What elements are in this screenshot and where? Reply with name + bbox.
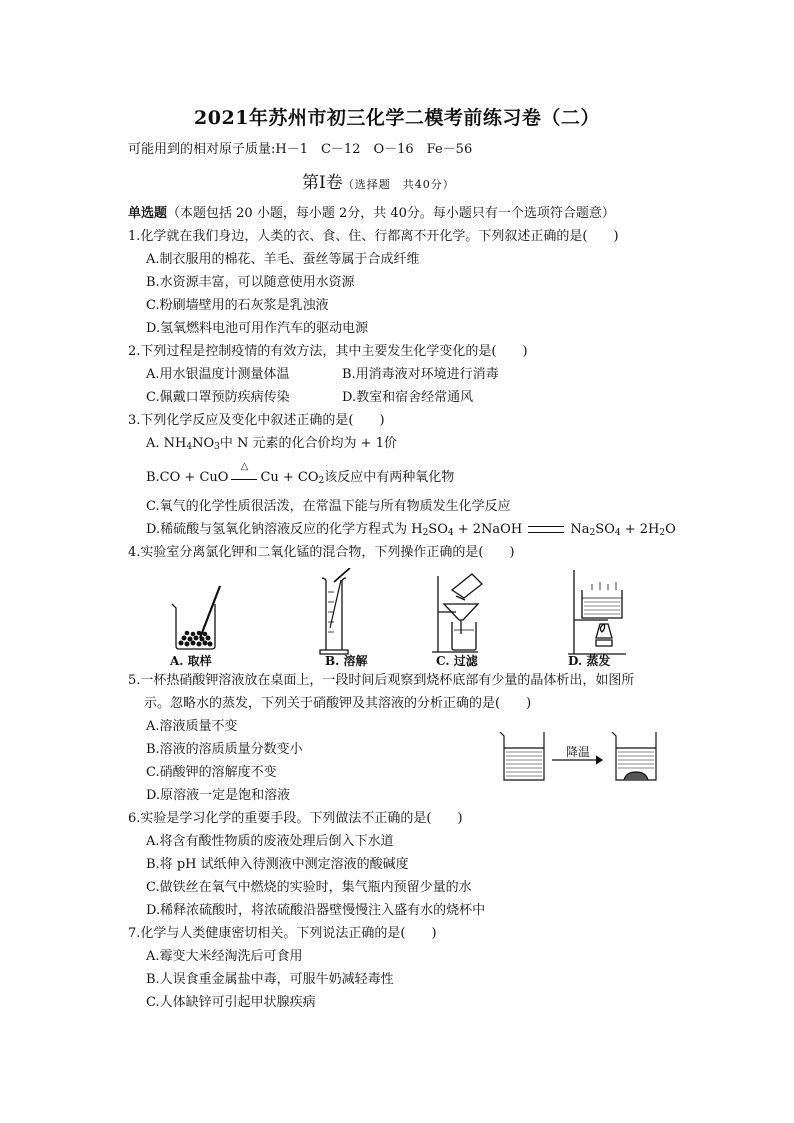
q5-option-a: A.溶液质量不变	[146, 719, 238, 734]
q6-option-b: B.将 pH 试纸伸入待测液中测定溶液的酸碱度	[146, 857, 409, 872]
instructions-rest: （本题包括 20 小题，每小题 2分，共 40分。每小题只有一个选项符合题意）	[167, 206, 615, 221]
section-heading	[302, 172, 455, 196]
q5-stem-line2: 示。忽略水的蒸发，下列关于硝酸钾及其溶液的分析正确的是( )	[144, 696, 532, 711]
section-main: 第Ⅰ卷	[302, 173, 343, 193]
q1-option-c: C.粉刷墙壁用的石灰浆是乳浊液	[146, 298, 329, 313]
q3-option-a: A. $NH_4NO_3$中 N 元素的化合价均为 + 1价	[146, 436, 397, 452]
q6-option-c: C.做铁丝在氧气中燃烧的实验时，集气瓶内预留少量的水	[146, 880, 472, 895]
atomic-mass-line: 可能用到的相对原子质量:H－1 C－12 O－16 Fe－56	[128, 142, 473, 157]
q1-option-a: A.制衣服用的棉花、羊毛、蚕丝等属于合成纤维	[146, 252, 420, 267]
q7-option-c: C.人体缺锌可引起甲状腺疾病	[146, 995, 316, 1010]
q3-option-b: B.CO + CuO △ $Cu + CO_2$该反应中有两种氧化物	[146, 461, 455, 486]
heat-arrow: △	[229, 470, 259, 486]
q4-label-a: A. 取样	[170, 654, 212, 668]
page-title: 2021年苏州市初三化学二模考前练习卷（二）	[194, 107, 600, 129]
arrow-label: 降温	[566, 745, 591, 759]
q2-stem: 2.下列过程是控制疫情的有效方法，其中主要发生化学变化的是( )	[128, 344, 528, 359]
q6-option-d: D.稀释浓硫酸时，将浓硫酸沿器壁慢慢注入盛有水的烧杯中	[146, 903, 486, 918]
q2-option-d: D.教室和宿舍经常通风	[342, 390, 474, 405]
q4-label-d: D. 蒸发	[568, 654, 611, 668]
q6-option-a: A.将含有酸性物质的废液处理后倒入下水道	[146, 834, 394, 849]
q1-stem: 1.化学就在我们身边，人类的衣、食、住、行都离不开化学。下列叙述正确的是( )	[128, 229, 619, 244]
q6-stem: 6.实验是学习化学的重要手段。下列做法不正确的是( )	[128, 811, 463, 826]
q5-option-b: B.溶液的溶质质量分数变小	[146, 742, 303, 757]
q4-label-c: C. 过滤	[436, 654, 478, 668]
q7-option-b: B.人误食重金属盐中毒，可服牛奶减轻毒性	[146, 972, 394, 987]
q7-option-a: A.霉变大米经淘洗后可食用	[146, 949, 303, 964]
equals-sign	[528, 526, 564, 533]
q4-label-b: B. 溶解	[325, 654, 368, 668]
instructions-bold: 单选题	[128, 206, 168, 221]
q3-stem: 3.下列化学反应及变化中叙述正确的是( )	[128, 413, 385, 428]
q5-option-d: D.原溶液一定是饱和溶液	[146, 788, 291, 803]
instructions	[128, 206, 615, 222]
q3-option-c: C.氧气的化学性质很活泼，在常温下能与所有物质发生化学反应	[146, 499, 511, 514]
q1-option-d: D.氢氧燃料电池可用作汽车的驱动电源	[146, 321, 369, 336]
q2-option-a: A.用水银温度计测量体温	[146, 367, 290, 382]
q1-option-b: B.水资源丰富，可以随意使用水资源	[146, 275, 355, 290]
q3-option-d: D.稀硫酸与氢氧化钠溶液反应的化学方程式为 $H_2SO_4$ + 2NaOH $Na_2SO_4 + 2H_2O$	[146, 522, 676, 538]
section-sub: （选择题 共40分）	[342, 178, 455, 191]
q2-option-c: C.佩戴口罩预防疾病传染	[146, 390, 290, 405]
q5-option-c: C.硝酸钾的溶解度不变	[146, 765, 277, 780]
q5-stem-line1: 5.一杯热硝酸钾溶液放在桌面上，一段时间后观察到烧杯底部有少量的晶体析出，如图所	[128, 673, 635, 688]
q4-stem: 4.实验室分离氯化钾和二氧化锰的混合物，下列操作正确的是( )	[128, 545, 515, 560]
q2-option-b: B.用消毒液对环境进行消毒	[342, 367, 499, 382]
q7-stem: 7.化学与人类健康密切相关。下列说法正确的是( )	[128, 926, 437, 941]
